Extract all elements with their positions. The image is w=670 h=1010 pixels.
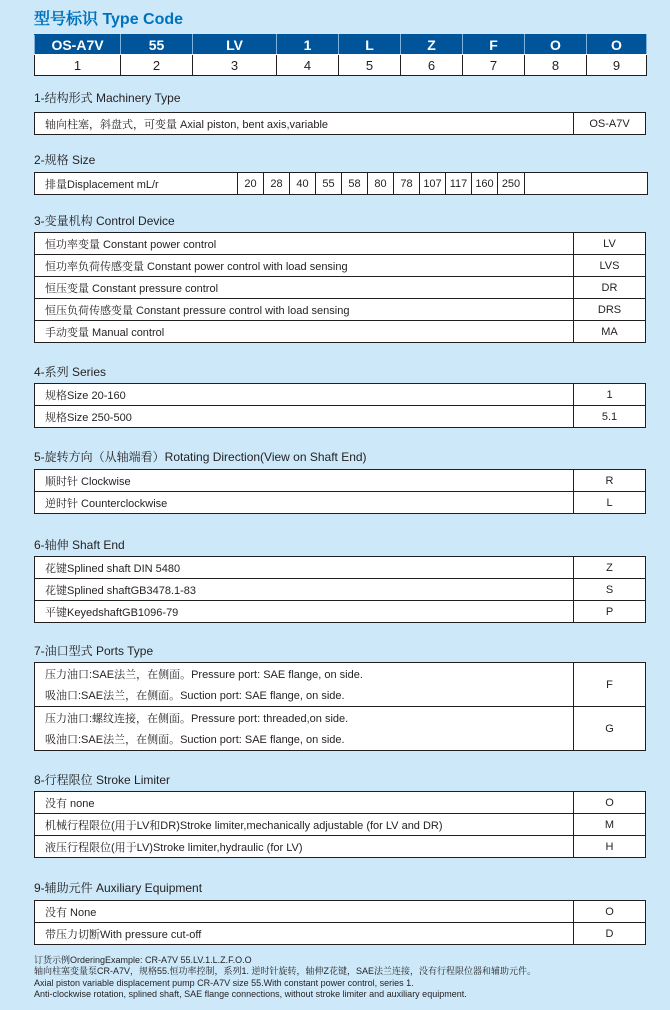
size-label: 排量Displacement mL/r xyxy=(35,173,238,195)
code-index: 3 xyxy=(193,55,277,76)
section-title-series: 4-系列 Series xyxy=(34,365,107,379)
section-title-rotating-direction: 5-旋转方向（从轴端看）Rotating Direction(View on Shaft End) xyxy=(34,450,367,464)
code-index: 4 xyxy=(277,55,339,76)
row-label: 逆时针 Counterclockwise xyxy=(35,492,574,514)
code-index: 5 xyxy=(339,55,401,76)
row-label: 带压力切断With pressure cut-off xyxy=(35,923,574,945)
row-code: OS-A7V xyxy=(574,113,646,135)
table-row xyxy=(35,492,646,514)
size-value: 250 xyxy=(498,173,525,195)
section-title-stroke-limiter: 8-行程限位 Stroke Limiter xyxy=(34,773,171,787)
row-label: 压力油口:SAE法兰，在侧面。Pressure port: SAE flange, on side. xyxy=(35,663,574,685)
section-title-ports-type: 7-油口型式 Ports Type xyxy=(34,644,154,658)
size-value: 160 xyxy=(472,173,498,195)
page-title: 型号标识 Type Code xyxy=(34,11,184,28)
row-label: 恒功率负荷传感变量 Constant power control with load sensing xyxy=(35,255,574,277)
row-label: 液压行程限位(用于LV)Stroke limiter,hydraulic (for LV) xyxy=(35,836,574,858)
table-row xyxy=(35,707,646,729)
size-value: 58 xyxy=(342,173,368,195)
row-label: 压力油口:螺纹连接，在侧面。Pressure port: threaded,on side. xyxy=(35,707,574,729)
code-value: 1 xyxy=(277,35,339,55)
size-value: 40 xyxy=(290,173,316,195)
row-code: S xyxy=(574,579,646,601)
code-index: 7 xyxy=(463,55,525,76)
code-value: O xyxy=(587,35,647,55)
table-row xyxy=(35,113,646,135)
table-row xyxy=(35,384,646,406)
table-row xyxy=(35,557,646,579)
code-value: Z xyxy=(401,35,463,55)
row-label: 顺时针 Clockwise xyxy=(35,470,574,492)
table-row xyxy=(35,321,646,343)
row-code: G xyxy=(574,707,646,751)
rotating-direction-table xyxy=(34,469,646,514)
footer-line: 轴向柱塞变量泵CR-A7V，规格55.恒功率控制，系列1. 逆时针旋转，轴伸Z花键，SAE法兰连接，没有行程限位器和辅助元件。 xyxy=(34,966,537,977)
row-label: 花键Splined shaftGB3478.1-83 xyxy=(35,579,574,601)
table-row xyxy=(35,406,646,428)
row-label: 恒功率变量 Constant power control xyxy=(35,233,574,255)
code-value: 55 xyxy=(121,35,193,55)
size-value: 107 xyxy=(420,173,446,195)
row-label: 手动变量 Manual control xyxy=(35,321,574,343)
row-code: O xyxy=(574,792,646,814)
auxiliary-equipment-table xyxy=(34,900,646,945)
footer-line: Axial piston variable displacement pump CR-A7V size 55.With constant power control, series 1. xyxy=(34,977,414,988)
table-row xyxy=(35,299,646,321)
row-label: 轴向柱塞，斜盘式，可变量 Axial piston, bent axis,variable xyxy=(35,113,574,135)
size-value: 55 xyxy=(316,173,342,195)
row-code: R xyxy=(574,470,646,492)
size-value: 78 xyxy=(394,173,420,195)
section-title-size: 2-规格 Size xyxy=(34,153,96,167)
row-code: F xyxy=(574,663,646,707)
section-title-shaft-end: 6-轴伸 Shaft End xyxy=(34,538,125,552)
size-table xyxy=(34,172,648,195)
code-index: 9 xyxy=(587,55,647,76)
code-value: F xyxy=(463,35,525,55)
code-index: 8 xyxy=(525,55,587,76)
table-row xyxy=(35,233,646,255)
row-label: 规格Size 20-160 xyxy=(35,384,574,406)
shaft-end-table xyxy=(34,556,646,623)
code-value: L xyxy=(339,35,401,55)
row-label: 恒压负荷传感变量 Constant pressure control with load sensing xyxy=(35,299,574,321)
code-index: 2 xyxy=(121,55,193,76)
type-code-table xyxy=(34,34,647,76)
code-value: O xyxy=(525,35,587,55)
size-value: 80 xyxy=(368,173,394,195)
row-code: 1 xyxy=(574,384,646,406)
footer-line: 订货示例OrderingExample: CR-A7V 55.LV.1.L.Z.F.O.O xyxy=(34,955,252,965)
control-device-table xyxy=(34,232,646,343)
row-label: 没有 None xyxy=(35,901,574,923)
table-row xyxy=(35,255,646,277)
row-label: 规格Size 250-500 xyxy=(35,406,574,428)
row-code: DR xyxy=(574,277,646,299)
row-label: 吸油口:SAE法兰，在侧面。Suction port: SAE flange, on side. xyxy=(35,685,574,707)
table-row xyxy=(35,685,646,707)
code-value: OS-A7V xyxy=(35,35,121,55)
size-empty xyxy=(525,173,648,195)
machinery-type-table xyxy=(34,112,646,135)
row-code: Z xyxy=(574,557,646,579)
section-title-auxiliary-equipment: 9-辅助元件 Auxiliary Equipment xyxy=(34,881,203,895)
row-code: LV xyxy=(574,233,646,255)
row-code: D xyxy=(574,923,646,945)
section-title-control-device: 3-变量机构 Control Device xyxy=(34,214,175,228)
table-row xyxy=(35,470,646,492)
table-row xyxy=(35,923,646,945)
size-value: 28 xyxy=(264,173,290,195)
table-row xyxy=(35,173,648,195)
section-title-machinery-type: 1-结构形式 Machinery Type xyxy=(34,91,181,105)
row-code: H xyxy=(574,836,646,858)
table-row xyxy=(35,729,646,751)
row-code: DRS xyxy=(574,299,646,321)
row-code: O xyxy=(574,901,646,923)
footer-line: Anti-clockwise rotation, splined shaft, SAE flange connections, without stroke limiter and auxiliary equipment. xyxy=(34,989,467,1000)
table-row xyxy=(35,663,646,685)
row-code: 5.1 xyxy=(574,406,646,428)
row-code: LVS xyxy=(574,255,646,277)
row-code: M xyxy=(574,814,646,836)
size-value: 20 xyxy=(238,173,264,195)
stroke-limiter-table xyxy=(34,791,646,858)
row-label: 平键KeyedshaftGB1096-79 xyxy=(35,601,574,623)
row-label: 吸油口:SAE法兰，在侧面。Suction port: SAE flange, on side. xyxy=(35,729,574,751)
table-row xyxy=(35,814,646,836)
ordering-example xyxy=(34,955,536,1001)
code-value: LV xyxy=(193,35,277,55)
row-code: P xyxy=(574,601,646,623)
row-code: MA xyxy=(574,321,646,343)
ports-type-table xyxy=(34,662,646,751)
size-value: 117 xyxy=(446,173,472,195)
code-index: 1 xyxy=(35,55,121,76)
row-label: 没有 none xyxy=(35,792,574,814)
row-label: 恒压变量 Constant pressure control xyxy=(35,277,574,299)
series-table xyxy=(34,383,646,428)
table-row xyxy=(35,579,646,601)
table-row xyxy=(35,901,646,923)
row-label: 花键Splined shaft DIN 5480 xyxy=(35,557,574,579)
row-label: 机械行程限位(用于LV和DR)Stroke limiter,mechanically adjustable (for LV and DR) xyxy=(35,814,574,836)
table-row xyxy=(35,836,646,858)
code-index: 6 xyxy=(401,55,463,76)
table-row xyxy=(35,601,646,623)
table-row xyxy=(35,792,646,814)
table-row xyxy=(35,277,646,299)
row-code: L xyxy=(574,492,646,514)
